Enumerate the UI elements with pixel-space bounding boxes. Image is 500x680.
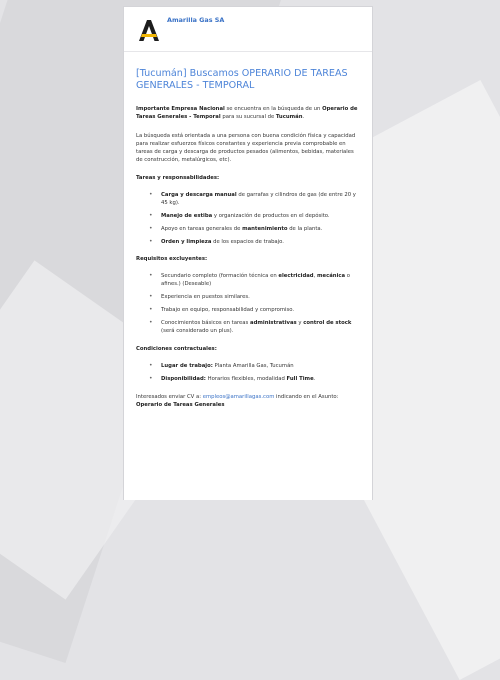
requirements-heading: Requisitos excluyentes: [136, 256, 208, 263]
conditions-list [136, 362, 360, 383]
list-item: • Trabajo en equipo, responsabilidad y compromiso. [136, 306, 360, 314]
list-item: • Apoyo en tareas generales de mantenimiento de la planta. [136, 225, 360, 233]
apply-paragraph: Interesados enviar CV a: empleos@amarillagas.com indicando en el Asunto: Operario de Tareas Generales [136, 393, 339, 409]
list-item: • Lugar de trabajo: Planta Amarilla Gas, Tucumán [136, 362, 360, 370]
email-link[interactable]: empleos@amarillagas.com [202, 393, 275, 400]
list-item: • Carga y descarga manual de garrafas y cilindros de gas (de entre 20 y 45 kg). [136, 191, 360, 208]
company-logo-icon [136, 17, 162, 43]
requirements-list [136, 272, 360, 336]
list-item: • Manejo de estiba y organización de productos en el depósito. [136, 212, 360, 220]
list-item: • Experiencia en puestos similares. [136, 293, 360, 301]
tasks-heading: Tareas y responsabilidades: [136, 174, 220, 181]
job-title: [Tucumán] Buscamos OPERARIO DE TAREAS GENERALES - TEMPORAL [136, 68, 348, 91]
conditions-heading: Condiciones contractuales: [136, 345, 217, 352]
list-item: • Disponibilidad: Horarios flexibles, modalidad Full Time. [136, 375, 360, 383]
tasks-list [136, 191, 360, 246]
intro-paragraph: Importante Empresa Nacional se encuentra en la búsqueda de un Operario de Tareas Generales - Temporal para su sucursal de Tucumán. [136, 106, 358, 121]
description-paragraph: La búsqueda está orientada a una persona con buena condición física y capacidad para realizar esfuerzos físicos constantes y experiencia previa comprobable en tareas de carga y descarga de productos pesados (alimentos, bebidas, materiales de construcción, metalúrgicos, etc). [136, 132, 356, 164]
post-header [124, 7, 372, 52]
list-item: • Secundario completo (formación técnica en electricidad, mecánica o afines.) (Deseable) [136, 272, 360, 289]
post-body [124, 52, 372, 409]
job-post-card [123, 6, 373, 500]
list-item: • Orden y limpieza de los espacios de trabajo. [136, 238, 360, 246]
list-item: • Conocimientos básicos en tareas administrativas y control de stock (será considerado un plus). [136, 319, 360, 336]
company-name-link[interactable]: Amarilla Gas SA [167, 16, 225, 24]
